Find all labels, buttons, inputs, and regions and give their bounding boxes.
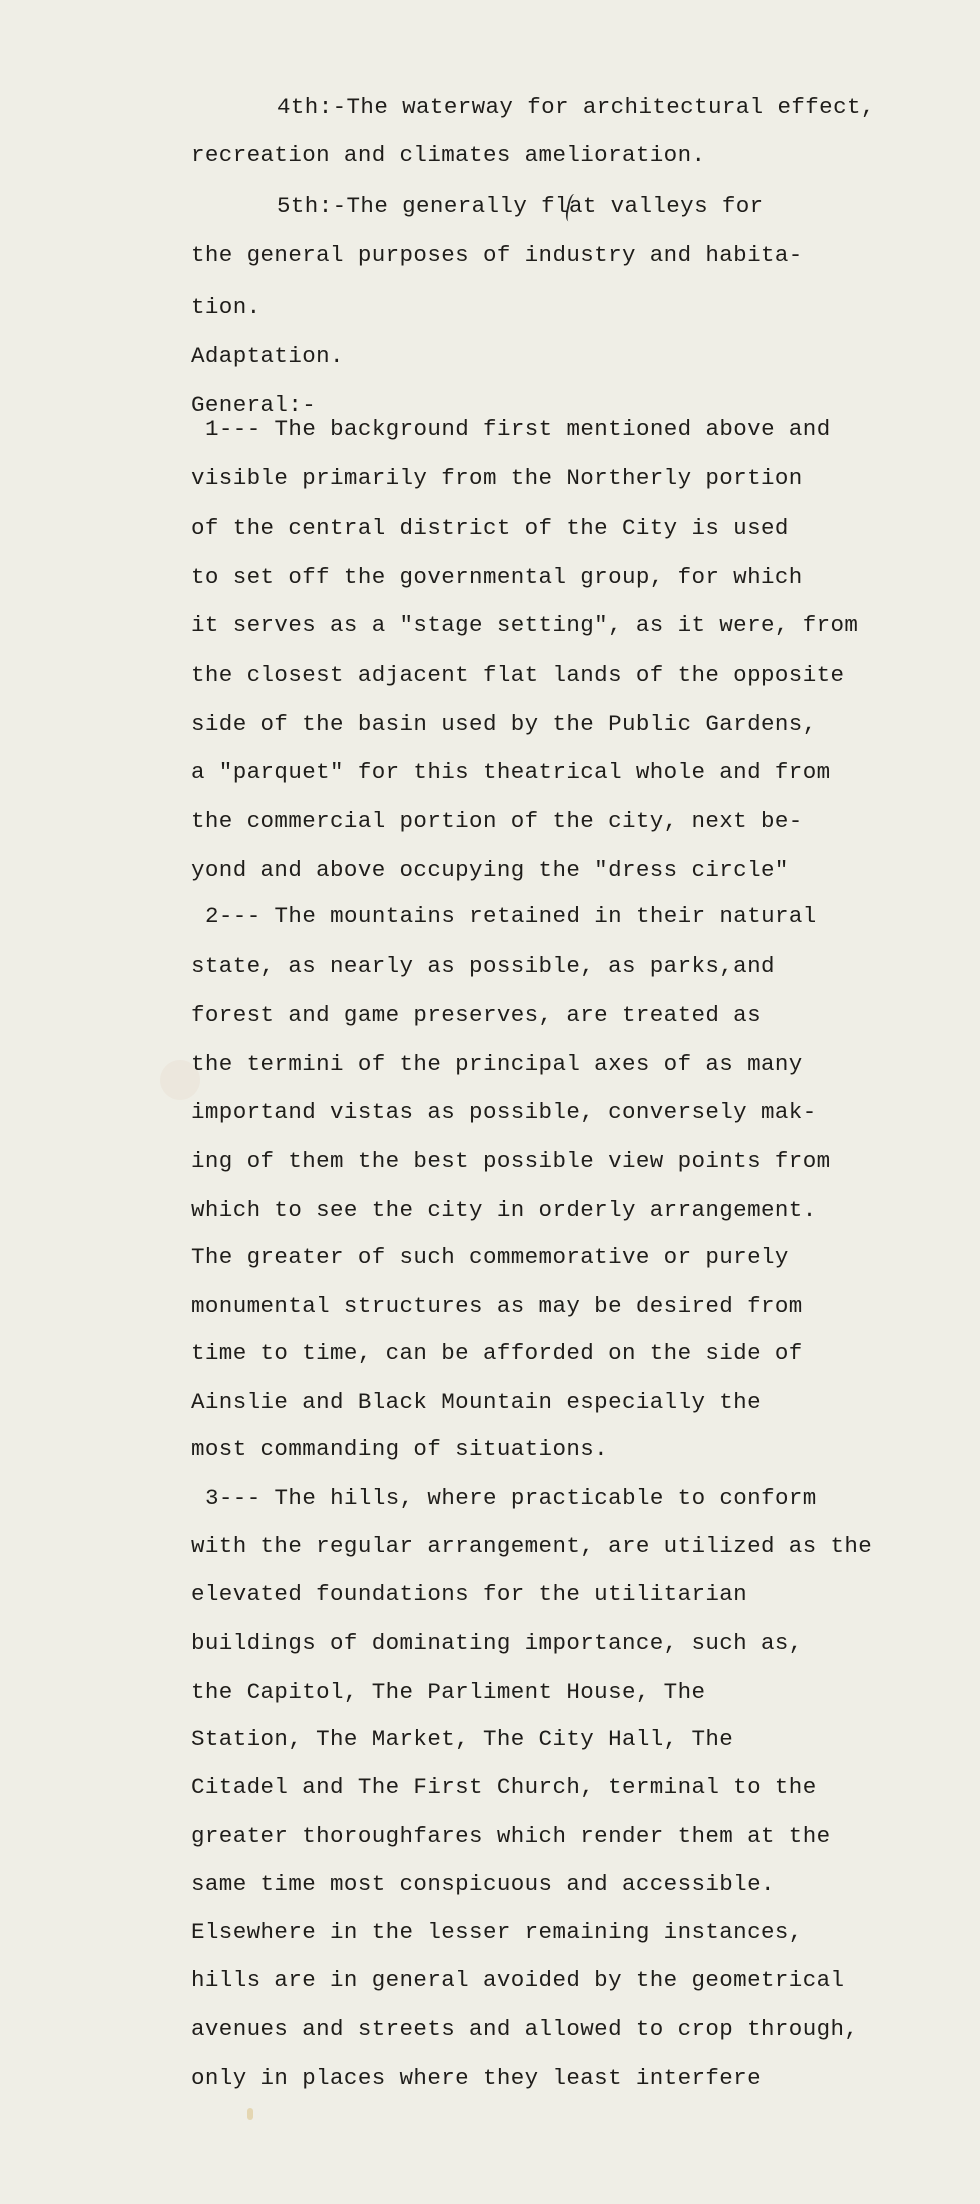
text-line: tion. [191, 294, 261, 320]
text-line: the Capitol, The Parliment House, The [191, 1679, 706, 1705]
text-line: yond and above occupying the "dress circle" [191, 857, 789, 883]
text-line: Citadel and The First Church, terminal to the [191, 1774, 817, 1800]
text-line: time to time, can be afforded on the side of [191, 1340, 803, 1366]
text-line: the termini of the principal axes of as many [191, 1051, 803, 1077]
text-line: 3--- The hills, where practicable to conform [205, 1485, 817, 1511]
text-line: importand vistas as possible, conversely mak- [191, 1099, 817, 1125]
text-line: Station, The Market, The City Hall, The [191, 1726, 734, 1752]
text-line: state, as nearly as possible, as parks,and [191, 953, 775, 979]
text-line: 5th:-The generally flat valleys for [277, 193, 764, 219]
text-line: buildings of dominating importance, such as, [191, 1630, 803, 1656]
text-line: only in places where they least interfere [191, 2065, 761, 2091]
text-line: side of the basin used by the Public Gardens, [191, 711, 817, 737]
text-line: ing of them the best possible view points from [191, 1148, 831, 1174]
subsection-heading: General:- [191, 392, 317, 418]
text-line: with the regular arrangement, are utilized as the [191, 1533, 873, 1559]
text-line: a "parquet" for this theatrical whole and from [191, 759, 831, 785]
text-line: avenues and streets and allowed to crop through, [191, 2016, 859, 2042]
text-line: hills are in general avoided by the geometrical [191, 1967, 845, 1993]
text-line: monumental structures as may be desired from [191, 1293, 803, 1319]
text-line: 2--- The mountains retained in their natural [205, 903, 817, 929]
ink-mark [247, 2108, 253, 2120]
text-line: which to see the city in orderly arrangement. [191, 1197, 817, 1223]
text-line: Ainslie and Black Mountain especially the [191, 1389, 761, 1415]
text-line: greater thoroughfares which render them at the [191, 1823, 831, 1849]
text-line: The greater of such commemorative or purely [191, 1244, 789, 1270]
text-line: Elsewhere in the lesser remaining instances, [191, 1919, 803, 1945]
text-line: same time most conspicuous and accessible. [191, 1871, 775, 1897]
text-line: the closest adjacent flat lands of the opposite [191, 662, 845, 688]
text-line: visible primarily from the Northerly portion [191, 465, 803, 491]
section-heading: Adaptation. [191, 343, 344, 369]
text-line: recreation and climates amelioration. [191, 142, 706, 168]
text-line: of the central district of the City is used [191, 515, 789, 541]
text-line: the commercial portion of the city, next be- [191, 808, 803, 834]
text-line: 1--- The background first mentioned above and [205, 416, 831, 442]
text-line: most commanding of situations. [191, 1436, 609, 1462]
text-line: elevated foundations for the utilitarian [191, 1581, 748, 1607]
text-line: 4th:-The waterway for architectural effect, [277, 94, 875, 120]
text-line: to set off the governmental group, for which [191, 564, 803, 590]
text-line: forest and game preserves, are treated as [191, 1002, 761, 1028]
text-line: it serves as a "stage setting", as it were, from [191, 612, 859, 638]
text-line: the general purposes of industry and habita- [191, 242, 803, 268]
